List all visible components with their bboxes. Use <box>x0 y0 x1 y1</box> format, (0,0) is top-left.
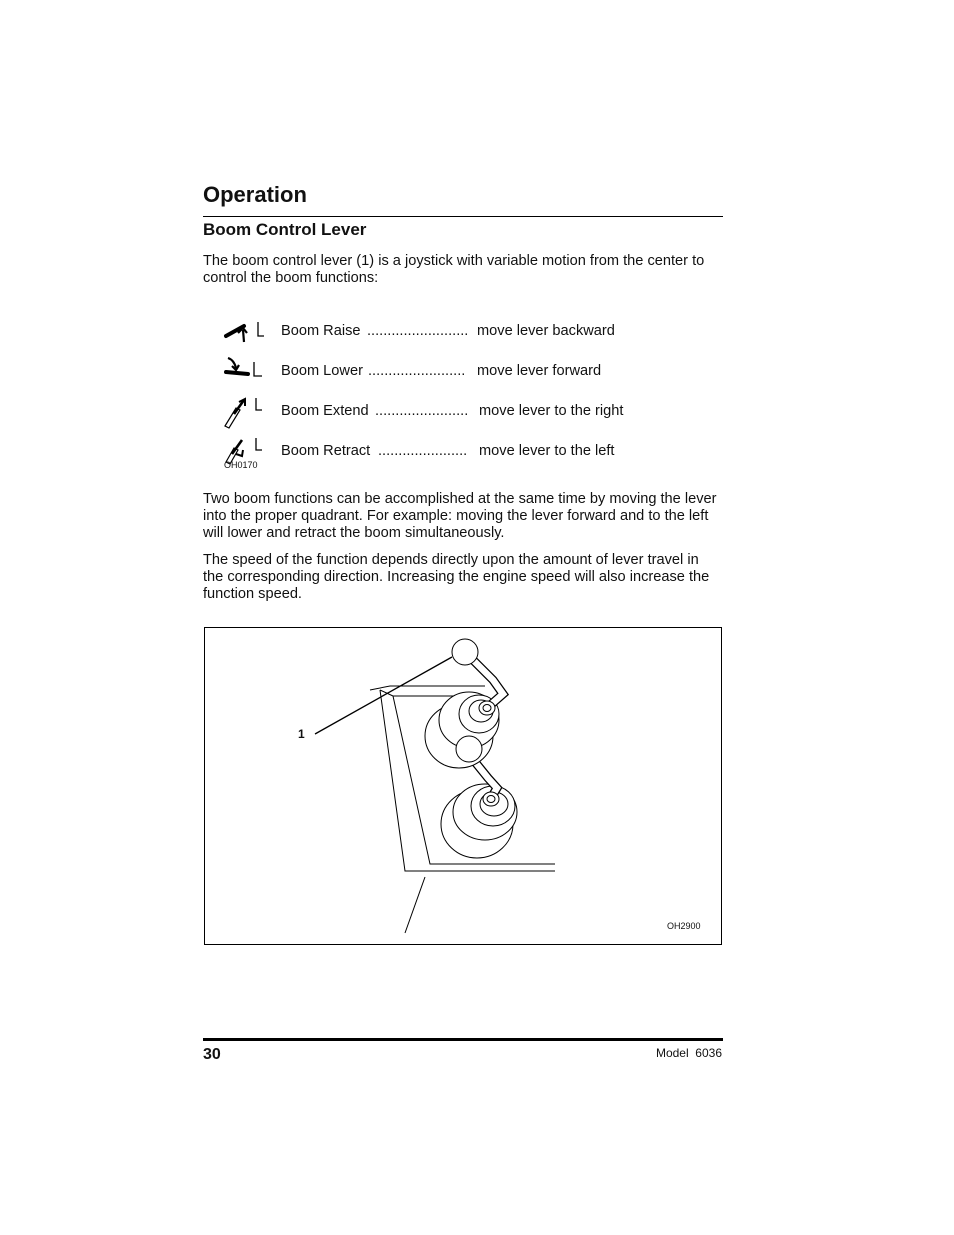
function-name: Boom Retract <box>281 443 371 459</box>
boom-raise-icon <box>222 316 264 352</box>
boom-control-figure <box>204 627 722 945</box>
function-action: move lever forward <box>477 363 602 379</box>
function-action: move lever backward <box>477 323 615 339</box>
dot-leader: ......................... <box>367 323 469 339</box>
icon-figure-code: OH0170 <box>224 460 258 470</box>
function-name: Boom Lower <box>281 363 363 379</box>
callout-number: 1 <box>298 727 305 741</box>
figure-code: OH2900 <box>667 921 701 931</box>
dot-leader: ....................... <box>375 403 469 419</box>
section-title: Operation <box>203 182 307 207</box>
control-lever-illustration <box>205 628 721 944</box>
function-name: Boom Raise <box>281 323 361 339</box>
dot-leader: ........................ <box>368 363 466 379</box>
boom-lower-icon <box>222 356 264 392</box>
section-rule <box>203 216 723 217</box>
function-name: Boom Extend <box>281 403 369 419</box>
footer-rule <box>203 1038 723 1041</box>
function-row-boom-lower <box>222 356 722 392</box>
dot-leader: ...................... <box>378 443 468 459</box>
function-action: move lever to the right <box>479 403 624 419</box>
boom-extend-icon <box>222 396 264 432</box>
page-number: 30 <box>203 1046 221 1063</box>
model-label: Model 6036 <box>655 1046 722 1060</box>
function-row-boom-retract <box>222 436 722 472</box>
function-row-boom-extend <box>222 396 722 432</box>
intro-paragraph: The boom control lever (1) is a joystick with variable motion from the center to control the boom functions: <box>203 253 705 286</box>
function-row-boom-raise <box>222 316 722 352</box>
function-action: move lever to the left <box>479 443 615 459</box>
quadrant-paragraph: Two boom functions can be accomplished at the same time by moving the lever into the proper quadrant. For example: moving the lever forward and to the left will lower and retract the boom simultaneously. <box>203 491 717 541</box>
subsection-title: Boom Control Lever <box>203 220 367 239</box>
speed-paragraph: The speed of the function depends directly upon the amount of lever travel in the corresponding direction. Increasing the engine speed will also increase the function speed. <box>203 552 710 602</box>
